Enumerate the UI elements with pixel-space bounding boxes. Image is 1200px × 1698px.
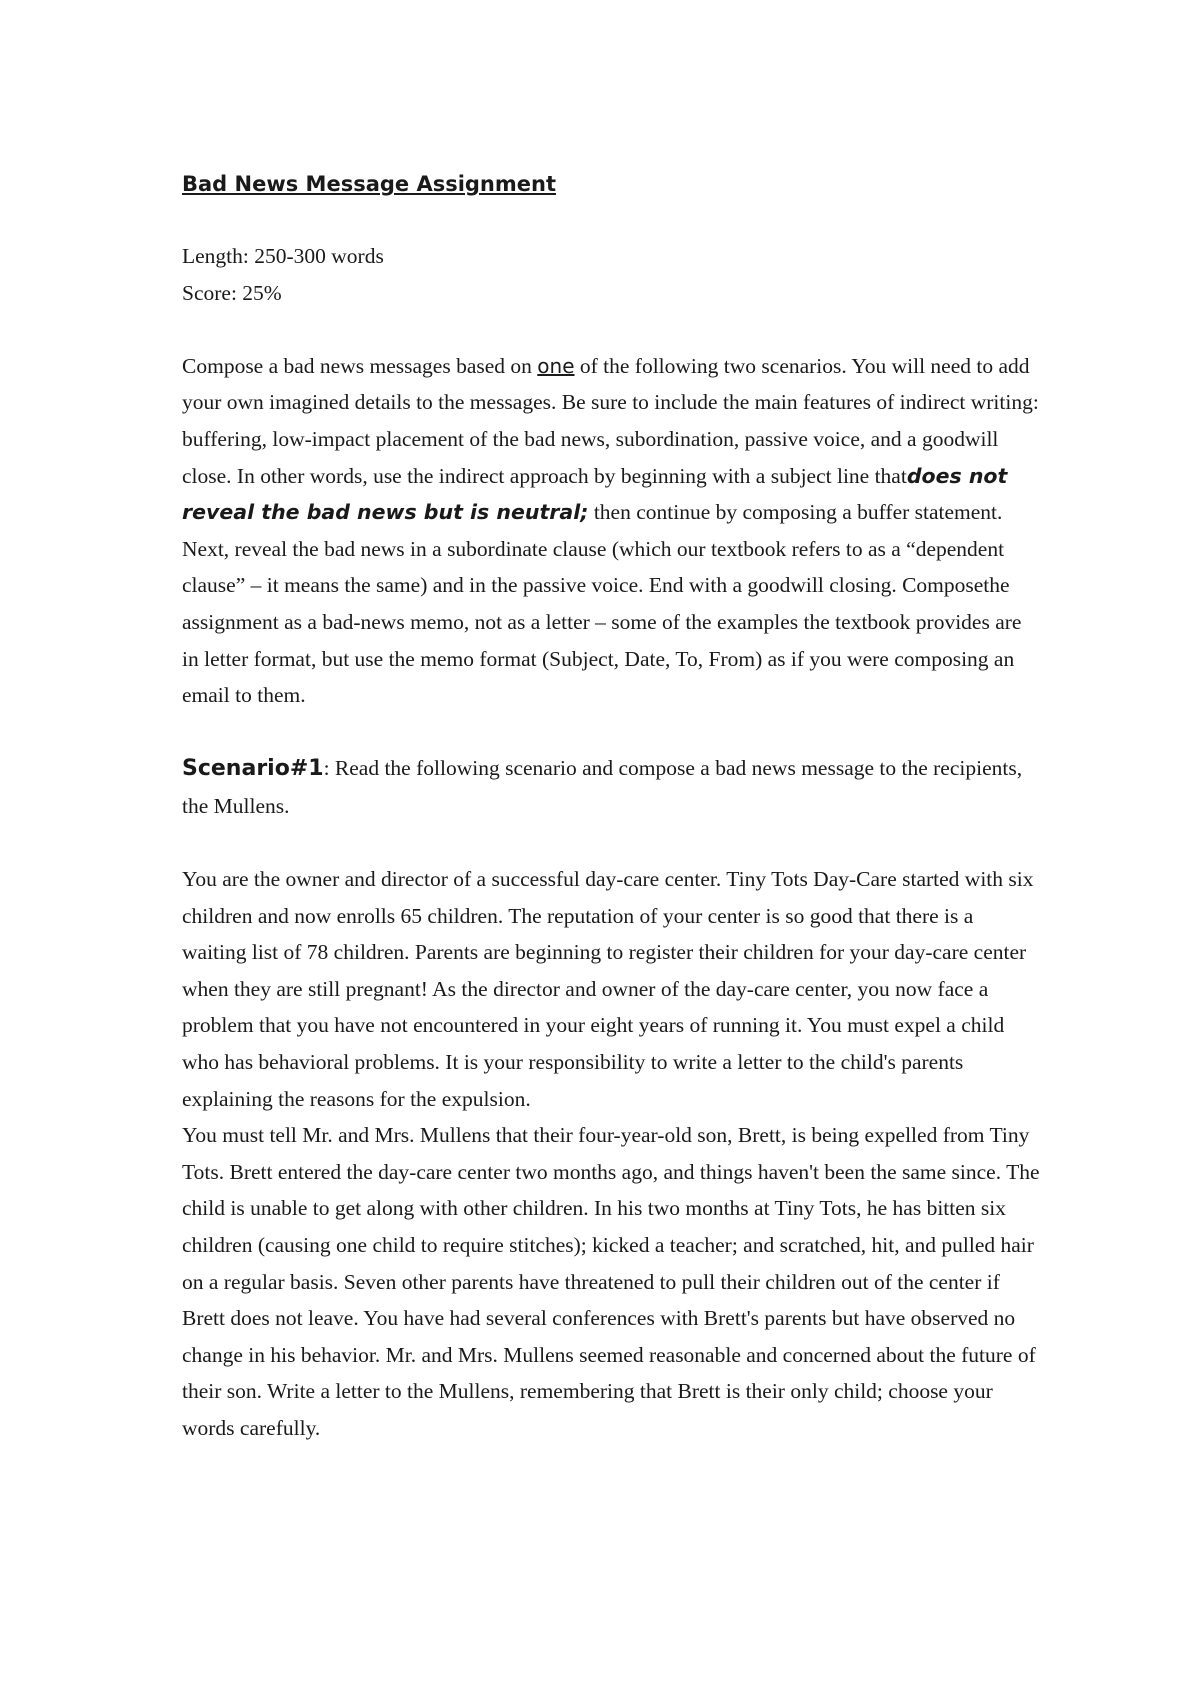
document-page xyxy=(182,166,1042,1447)
assignment-meta xyxy=(182,238,1042,311)
scenario1-label: Scenario#1 xyxy=(182,756,324,782)
scenario1-paragraph-1: You are the owner and director of a successful day-care center. Tiny Tots Day-Care started with six children and now enrolls 65 children. The reputation of your center is so good that there is a waiting list of 78 children. Parents are beginning to register their children for your day-care center when they are still pregnant! As the director and owner of the day-care center, you now face a problem that you have not encountered in your eight years of running it. You must expel a child who has behavioral problems. It is your responsibility to write a letter to the child's parents explaining the reasons for the expulsion. xyxy=(182,867,1034,1111)
instructions-text-2: of the following two scenarios. You will need to add your own imagined details to the messages. Be sure to include the main features of indirect writing: buffering, low-impact placement of the bad news, subordination, passive voice, and a goodwill close. In other words, use the indirect approach by beginning with a subject line that xyxy=(182,353,1039,488)
scenario1-intro xyxy=(182,750,1042,824)
length-requirement: Length: 250-300 words xyxy=(182,244,384,268)
instructions-paragraph xyxy=(182,348,1042,714)
spacer xyxy=(182,311,1042,348)
spacer xyxy=(182,825,1042,862)
emphasis-neutral-subject: does not reveal the bad news but is neutral; xyxy=(182,463,1008,525)
document-title: Bad News Message Assignment xyxy=(182,172,556,196)
scenario1-intro-text: : Read the following scenario and compose a bad news message to the recipients, the Mullens. xyxy=(182,756,1023,818)
instructions-text-3: then continue by composing a buffer statement. Next, reveal the bad news in a subordinate clause (which our textbook refers to as a “dependent clause” – it means the same) and in the passive voice. End with a goodwill closing. Composethe assignment as a bad-news memo, not as a letter – some of the examples the textbook provides are in letter format, but use the memo format (Subject, Date, To, From) as if you were composing an email to them. xyxy=(182,500,1022,708)
scenario1-paragraph-2: You must tell Mr. and Mrs. Mullens that their four-year-old son, Brett, is being expelled from Tiny Tots. Brett entered the day-care center two months ago, and things haven't been the same since. The child is unable to get along with other children. In his two months at Tiny Tots, he has bitten six children (causing one child to require stitches); kicked a teacher; and scratched, hit, and pulled hair on a regular basis. Seven other parents have threatened to pull their children out of the center if Brett does not leave. You have had several conferences with Brett's parents but have observed no change in his behavior. Mr. and Mrs. Mullens seemed reasonable and concerned about the future of their son. Write a letter to the Mullens, remembering that Brett is their only child; choose your words carefully. xyxy=(182,1123,1040,1440)
instructions-text-1: Compose a bad news messages based on xyxy=(182,353,538,378)
score-weight: Score: 25% xyxy=(182,280,282,305)
emphasis-one: one xyxy=(537,353,575,378)
spacer xyxy=(182,714,1042,751)
